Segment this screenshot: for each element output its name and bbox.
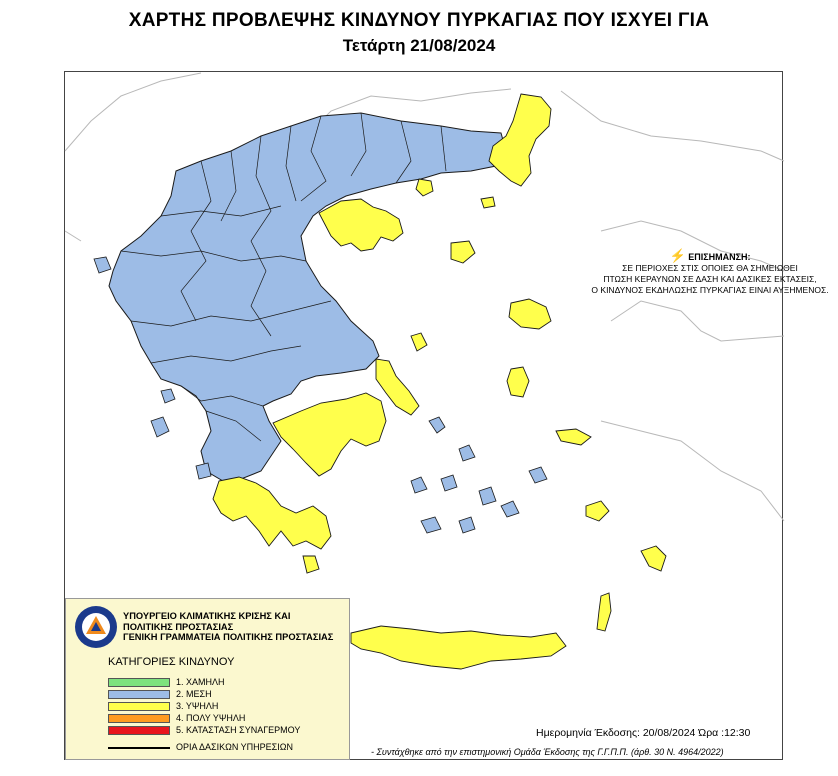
- chalkidiki-area: [319, 199, 403, 251]
- source-note: - Συντάχθηκε από την επιστημονική Ομάδα Έκδοσης της Γ.Γ.Π.Π. (άρθ. 30 Ν. 4964/2022): [371, 747, 724, 757]
- limnos-island: [451, 241, 475, 263]
- ministry-name-line: ΓΕΝΙΚΗ ΓΡΑΜΜΑΤΕΙΑ ΠΟΛΙΤΙΚΗΣ ΠΡΟΣΤΑΣΙΑΣ: [123, 632, 334, 642]
- notice-title: ΕΠΙΣΗΜΑΝΣΗ:: [688, 252, 751, 262]
- crete-island: [351, 626, 566, 669]
- karpathos-island: [597, 593, 611, 631]
- thasos-island: [416, 179, 433, 196]
- legend-label: 3. ΥΨΗΛΗ: [176, 701, 219, 711]
- legend-label: 4. ΠΟΛΥ ΥΨΗΛΗ: [176, 713, 246, 723]
- notice-line: ΣΕ ΠΕΡΙΟΧΕΣ ΣΤΙΣ ΟΠΟΙΕΣ ΘΑ ΣΗΜΕΙΩΘΕΙ: [622, 263, 798, 273]
- forest-boundary-swatch: [108, 747, 170, 749]
- lightning-icon: ⚡: [669, 248, 686, 263]
- map-title: ΧΑΡΤΗΣ ΠΡΟΒΛΕΨΗΣ ΚΙΝΔΥΝΟΥ ΠΥΡΚΑΓΙΑΣ ΠΟΥ ΙΣΧΥΕΙ ΓΙΑ: [128, 10, 710, 31]
- kythira-island: [303, 556, 319, 573]
- civil-protection-logo: [74, 605, 118, 649]
- notice-line: Ο ΚΙΝΔΥΝΟΣ ΕΚΔΗΛΩΣΗΣ ΠΥΡΚΑΓΙΑΣ ΕΙΝΑΙ ΑΥΞΗΜΕΝΟΣ.: [591, 285, 829, 295]
- legend-label: 1. ΧΑΜΗΛΗ: [176, 677, 225, 687]
- legend-swatch: [108, 714, 170, 723]
- samothraki-island: [481, 197, 495, 208]
- rhodes-island: [641, 546, 666, 571]
- forest-boundary-label: ΟΡΙΑ ΔΑΣΙΚΩΝ ΥΠΗΡΕΣΙΩΝ: [176, 742, 293, 752]
- categories-title: ΚΑΤΗΓΟΡΙΕΣ ΚΙΝΔΥΝΟΥ: [108, 656, 235, 668]
- legend-swatch: [108, 678, 170, 687]
- legend-swatch: [108, 702, 170, 711]
- legend-swatch: [108, 690, 170, 699]
- issue-datetime: Ημερομηνία Έκδοσης: 20/08/2024 Ώρα :12:30: [536, 727, 751, 739]
- ministry-name-line: ΥΠΟΥΡΓΕΙΟ ΚΛΙΜΑΤΙΚΗΣ ΚΡΙΣΗΣ ΚΑΙ: [123, 611, 291, 621]
- legend-label: 5. ΚΑΤΑΣΤΑΣΗ ΣΥΝΑΓΕΡΜΟΥ: [176, 725, 301, 735]
- dodecanese-area: [586, 501, 609, 521]
- samos-icaria-area: [556, 429, 591, 445]
- legend-label: 2. ΜΕΣΗ: [176, 689, 212, 699]
- ministry-name-line: ΠΟΛΙΤΙΚΗΣ ΠΡΟΣΤΑΣΙΑΣ: [123, 621, 234, 632]
- lesvos-island: [509, 299, 551, 329]
- lightning-notice: [585, 250, 835, 296]
- skyros-island: [411, 333, 427, 351]
- attica-area: [273, 393, 386, 476]
- notice-line: ΠΤΩΣΗ ΚΕΡΑΥΝΩΝ ΣΕ ΔΑΣΗ ΚΑΙ ΔΑΣΙΚΕΣ ΕΚΤΑΣΕΙΣ,: [603, 274, 817, 284]
- forecast-date: Τετάρτη 21/08/2024: [342, 36, 496, 55]
- map-legend: [65, 598, 350, 760]
- legend-swatch: [108, 726, 170, 735]
- messinia-laconia-area: [213, 477, 331, 549]
- chios-island: [507, 367, 529, 397]
